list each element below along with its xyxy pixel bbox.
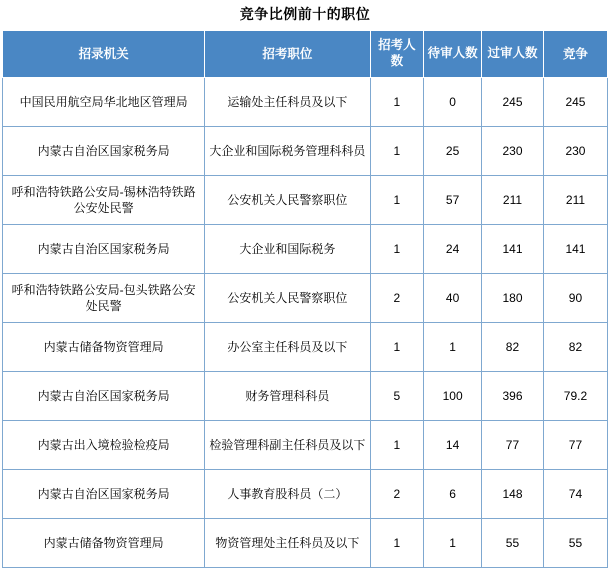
cell-agency: 内蒙古自治区国家税务局 <box>3 225 205 274</box>
cell-agency: 呼和浩特铁路公安局-包头铁路公安处民警 <box>3 274 205 323</box>
column-header-ratio: 竞争 <box>543 31 607 78</box>
cell-post: 物资管理处主任科员及以下 <box>205 519 370 568</box>
cell-post: 大企业和国际税务 <box>205 225 370 274</box>
table-row <box>3 421 608 470</box>
cell-agency: 呼和浩特铁路公安局-锡林浩特铁路公安处民警 <box>3 176 205 225</box>
column-header-post: 招考职位 <box>205 31 370 78</box>
table-row <box>3 225 608 274</box>
cell-recruit-count: 1 <box>370 78 424 127</box>
table-row <box>3 176 608 225</box>
cell-agency: 内蒙古自治区国家税务局 <box>3 127 205 176</box>
cell-recruit-count: 2 <box>370 470 424 519</box>
cell-passed-count: 230 <box>482 127 544 176</box>
cell-pending-count: 24 <box>424 225 482 274</box>
table-row <box>3 323 608 372</box>
cell-pending-count: 25 <box>424 127 482 176</box>
cell-passed-count: 211 <box>482 176 544 225</box>
cell-post: 公安机关人民警察职位 <box>205 176 370 225</box>
cell-ratio: 245 <box>543 78 607 127</box>
cell-ratio: 79.2 <box>543 372 607 421</box>
cell-pending-count: 40 <box>424 274 482 323</box>
table-row <box>3 470 608 519</box>
cell-agency: 内蒙古出入境检验检疫局 <box>3 421 205 470</box>
table-row <box>3 519 608 568</box>
cell-ratio: 141 <box>543 225 607 274</box>
cell-pending-count: 0 <box>424 78 482 127</box>
column-header-agency: 招录机关 <box>3 31 205 78</box>
column-header-recruit-count: 招考人数 <box>370 31 424 78</box>
cell-post: 公安机关人民警察职位 <box>205 274 370 323</box>
table-row <box>3 78 608 127</box>
page-title: 竞争比例前十的职位 <box>239 6 371 22</box>
cell-ratio: 82 <box>543 323 607 372</box>
cell-ratio: 55 <box>543 519 607 568</box>
cell-recruit-count: 1 <box>370 225 424 274</box>
table-body <box>3 78 608 568</box>
cell-ratio: 90 <box>543 274 607 323</box>
cell-post: 人事教育股科员（二） <box>205 470 370 519</box>
cell-pending-count: 14 <box>424 421 482 470</box>
cell-ratio: 77 <box>543 421 607 470</box>
cell-agency: 中国民用航空局华北地区管理局 <box>3 78 205 127</box>
cell-passed-count: 180 <box>482 274 544 323</box>
competition-ratio-table <box>2 30 608 568</box>
cell-recruit-count: 5 <box>370 372 424 421</box>
cell-ratio: 74 <box>543 470 607 519</box>
cell-ratio: 230 <box>543 127 607 176</box>
cell-agency: 内蒙古自治区国家税务局 <box>3 470 205 519</box>
cell-recruit-count: 1 <box>370 519 424 568</box>
cell-post: 检验管理科副主任科员及以下 <box>205 421 370 470</box>
table-row <box>3 372 608 421</box>
cell-post: 办公室主任科员及以下 <box>205 323 370 372</box>
cell-recruit-count: 1 <box>370 323 424 372</box>
cell-passed-count: 55 <box>482 519 544 568</box>
cell-post: 运输处主任科员及以下 <box>205 78 370 127</box>
cell-passed-count: 148 <box>482 470 544 519</box>
cell-passed-count: 245 <box>482 78 544 127</box>
cell-agency: 内蒙古储备物资管理局 <box>3 519 205 568</box>
cell-recruit-count: 1 <box>370 421 424 470</box>
cell-recruit-count: 2 <box>370 274 424 323</box>
cell-passed-count: 82 <box>482 323 544 372</box>
cell-agency: 内蒙古自治区国家税务局 <box>3 372 205 421</box>
table-header <box>3 31 608 78</box>
cell-recruit-count: 1 <box>370 127 424 176</box>
cell-pending-count: 1 <box>424 323 482 372</box>
column-header-passed-count: 过审人数 <box>482 31 544 78</box>
cell-pending-count: 1 <box>424 519 482 568</box>
table-header-row <box>3 31 608 78</box>
cell-pending-count: 100 <box>424 372 482 421</box>
column-header-pending-count: 待审人数 <box>424 31 482 78</box>
cell-recruit-count: 1 <box>370 176 424 225</box>
cell-passed-count: 396 <box>482 372 544 421</box>
cell-agency: 内蒙古储备物资管理局 <box>3 323 205 372</box>
cell-passed-count: 77 <box>482 421 544 470</box>
table-row <box>3 127 608 176</box>
cell-pending-count: 57 <box>424 176 482 225</box>
cell-passed-count: 141 <box>482 225 544 274</box>
cell-ratio: 211 <box>543 176 607 225</box>
cell-pending-count: 6 <box>424 470 482 519</box>
table-row <box>3 274 608 323</box>
cell-post: 财务管理科科员 <box>205 372 370 421</box>
cell-post: 大企业和国际税务管理科科员 <box>205 127 370 176</box>
